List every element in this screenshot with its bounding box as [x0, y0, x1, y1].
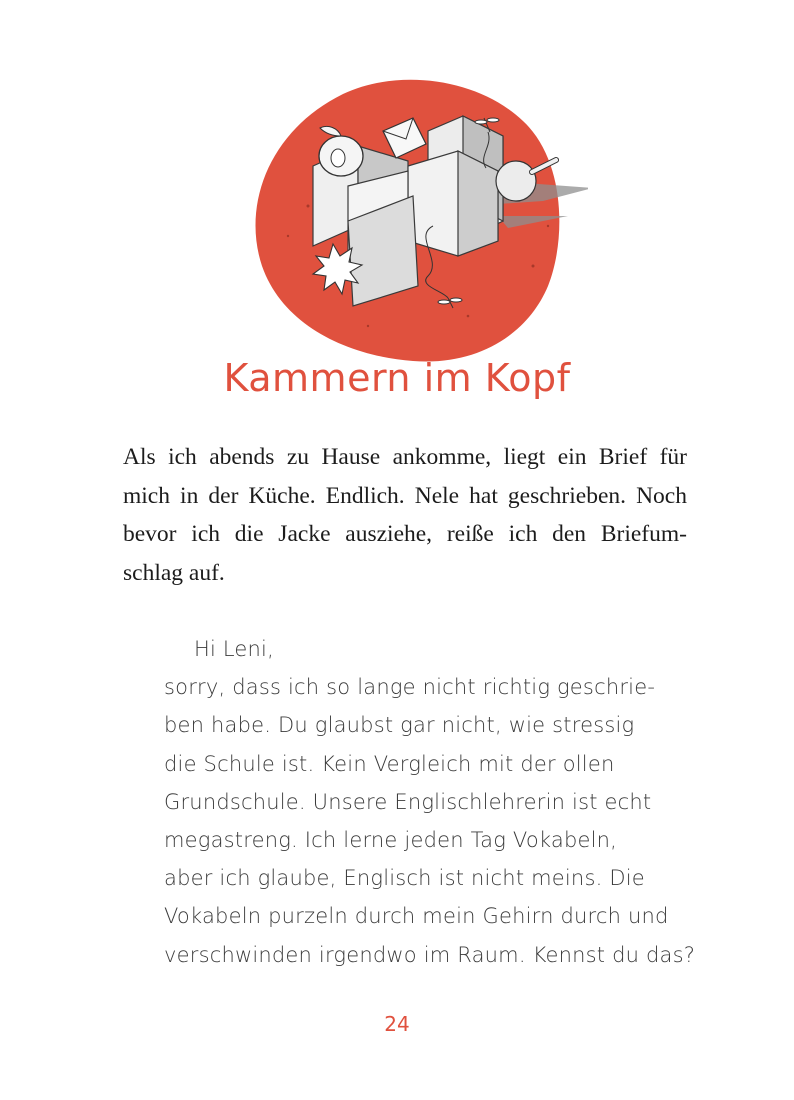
letter-greeting: Hi Leni, [194, 637, 274, 661]
narrative-line: Als ich abends zu Hause ankomme, liegt ein Brief für [123, 444, 687, 470]
letter-line: die Schule ist. Kein Vergleich mit der ollen [164, 751, 615, 776]
narrative-line: mich in der Küche. Endlich. Nele hat geschrieben. Noch [123, 482, 687, 509]
narrative-paragraph [123, 438, 687, 592]
letter-line: Grundschule. Unsere Englischlehrerin ist echt [164, 789, 652, 814]
page-number: 24 [384, 1012, 410, 1036]
chapter-title: Kammern im Kopf [223, 356, 571, 400]
letter-line: aber ich glaube, Englisch ist nicht meins. Die [164, 866, 645, 891]
chapter-illustration [248, 76, 588, 366]
letter-line: sorry, dass ich so lange nicht richtig geschrie- [164, 675, 656, 700]
letter-line: verschwinden irgendwo im Raum. Kennst du das? [164, 942, 696, 967]
ball-icon [496, 161, 536, 201]
letter-line: megastreng. Ich lerne jeden Tag Vokabeln, [164, 828, 618, 853]
letter-line: ben habe. Du glaubst gar nicht, wie stressig [164, 713, 635, 738]
handwritten-letter [164, 630, 696, 974]
narrative-line: bevor ich die Jacke ausziehe, reiße ich den Briefum- [123, 521, 687, 547]
letter-line: Vokabeln purzeln durch mein Gehirn durch und [164, 904, 669, 929]
narrative-line: schlag auf. [123, 559, 225, 586]
